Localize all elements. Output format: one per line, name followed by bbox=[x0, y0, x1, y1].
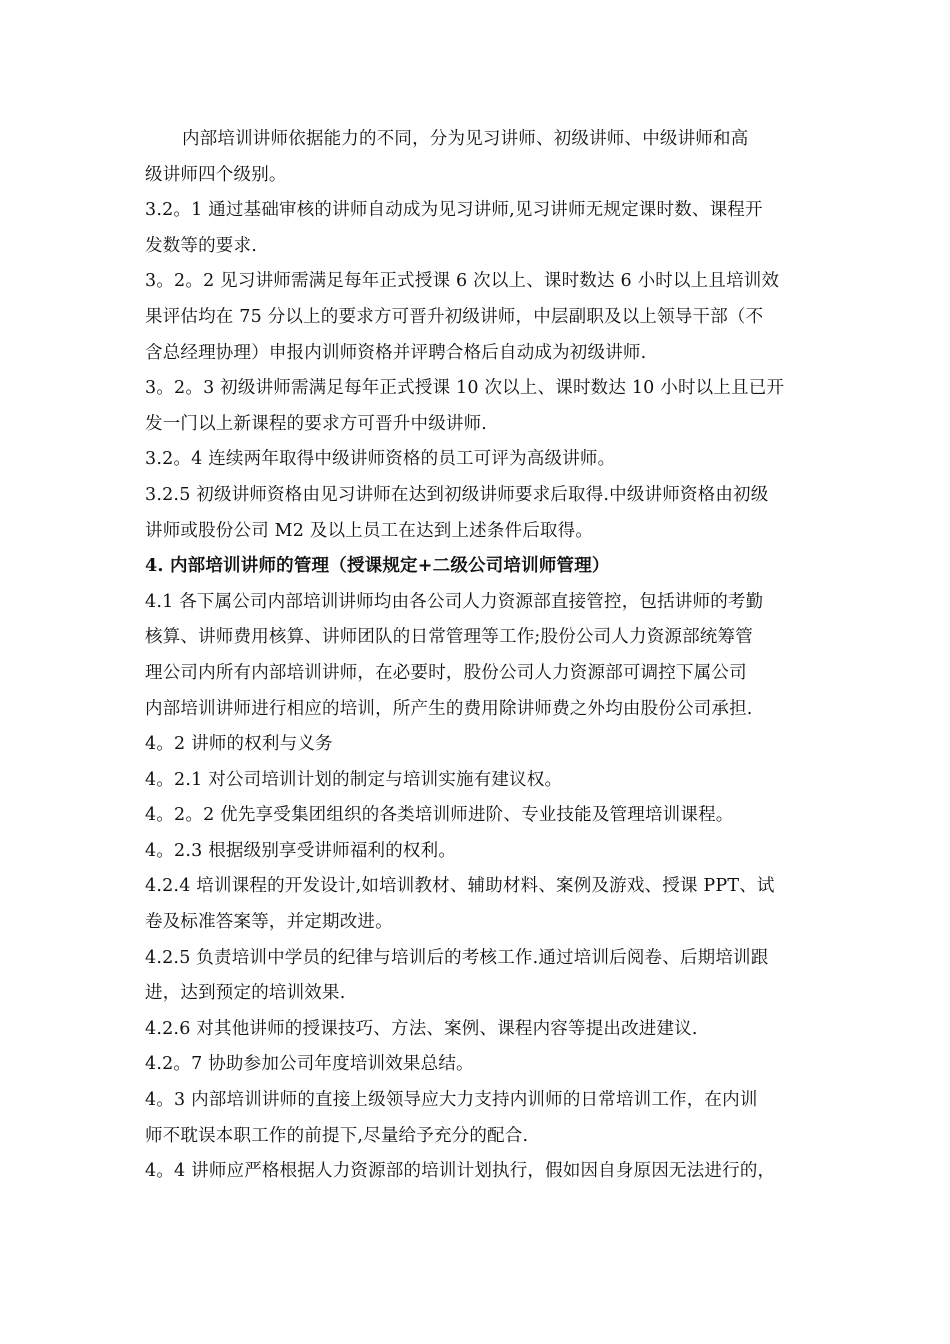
clause-4-2-5-line-2: 进，达到预定的培训效果. bbox=[145, 983, 346, 1004]
clause-4-2-4-line-2: 卷及标准答案等，并定期改进。 bbox=[145, 912, 393, 933]
clause-4-1-line-3: 理公司内所有内部培训讲师，在必要时，股份公司人力资源部可调控下属公司 bbox=[145, 662, 747, 683]
clause-4-1-line-2: 核算、讲师费用核算、讲师团队的日常管理等工作;股份公司人力资源部统筹管 bbox=[145, 627, 753, 648]
clause-4-2-3-line-1: 4。2.3 根据级别享受讲师福利的权利。 bbox=[145, 840, 457, 861]
paragraph-intro-line-2: 级讲师四个级别。 bbox=[145, 164, 287, 185]
clause-4-3-line-2: 师不耽误本职工作的前提下,尽量给予充分的配合. bbox=[145, 1125, 529, 1146]
clause-4-2-6-line-1: 4.2.6 对其他讲师的授课技巧、方法、案例、课程内容等提出改进建议. bbox=[145, 1018, 698, 1039]
clause-3-2-5-line-1: 3.2.5 初级讲师资格由见习讲师在达到初级讲师要求后取得.中级讲师资格由初级 bbox=[145, 484, 769, 505]
clause-3-2-2-line-1: 3。2。2 见习讲师需满足每年正式授课 6 次以上、课时数达 6 小时以上且培训效 bbox=[145, 271, 780, 292]
clause-3-2-3-line-1: 3。2。3 初级讲师需满足每年正式授课 10 次以上、课时数达 10 小时以上且已开 bbox=[145, 378, 785, 399]
document-body bbox=[145, 122, 810, 1190]
clause-3-2-4-line-1: 3.2。4 连续两年取得中级讲师资格的员工可评为高级讲师。 bbox=[145, 449, 616, 470]
clause-3-2-3-line-2: 发一门以上新课程的要求方可晋升中级讲师. bbox=[145, 413, 488, 434]
clause-4-2-1-line-1: 4。2.1 对公司培训计划的制定与培训实施有建议权。 bbox=[145, 769, 563, 790]
section-4-heading: 4. 内部培训讲师的管理（授课规定+二级公司培训师管理） bbox=[145, 556, 610, 577]
clause-4-1-line-4: 内部培训讲师进行相应的培训，所产生的费用除讲师费之外均由股份公司承担. bbox=[145, 698, 753, 719]
clause-4-2-2-line-1: 4。2。2 优先享受集团组织的各类培训师进阶、专业技能及管理培训课程。 bbox=[145, 805, 734, 826]
clause-3-2-2-line-2: 果评估均在 75 分以上的要求方可晋升初级讲师，中层副职及以上领导干部（不 bbox=[145, 306, 764, 327]
clause-4-1-line-1: 4.1 各下属公司内部培训讲师均由各公司人力资源部直接管控，包括讲师的考勤 bbox=[145, 591, 764, 612]
clause-4-2-heading: 4。2 讲师的权利与义务 bbox=[145, 734, 333, 755]
clause-4-4-line-1: 4。4 讲师应严格根据人力资源部的培训计划执行，假如因自身原因无法进行的， bbox=[145, 1161, 776, 1182]
clause-4-2-7-line-1: 4.2。7 协助参加公司年度培训效果总结。 bbox=[145, 1054, 474, 1075]
clause-3-2-1-line-1: 3.2。1 通过基础审核的讲师自动成为见习讲师,见习讲师无规定课时数、课程开 bbox=[145, 200, 763, 221]
clause-3-2-2-line-3: 含总经理协理）申报内训师资格并评聘合格后自动成为初级讲师. bbox=[145, 342, 647, 363]
paragraph-intro-line-1: 内部培训讲师依据能力的不同，分为见习讲师、初级讲师、中级讲师和高 bbox=[182, 129, 749, 149]
clause-4-2-5-line-1: 4.2.5 负责培训中学员的纪律与培训后的考核工作.通过培训后阅卷、后期培训跟 bbox=[145, 947, 769, 968]
clause-3-2-1-line-2: 发数等的要求. bbox=[145, 235, 257, 256]
clause-3-2-5-line-2: 讲师或股份公司 M2 及以上员工在达到上述条件后取得。 bbox=[145, 520, 594, 541]
clause-4-2-4-line-1: 4.2.4 培训课程的开发设计,如培训教材、辅助材料、案例及游戏、授课 PPT、试 bbox=[145, 876, 775, 897]
clause-4-3-line-1: 4。3 内部培训讲师的直接上级领导应大力支持内训师的日常培训工作，在内训 bbox=[145, 1090, 758, 1111]
